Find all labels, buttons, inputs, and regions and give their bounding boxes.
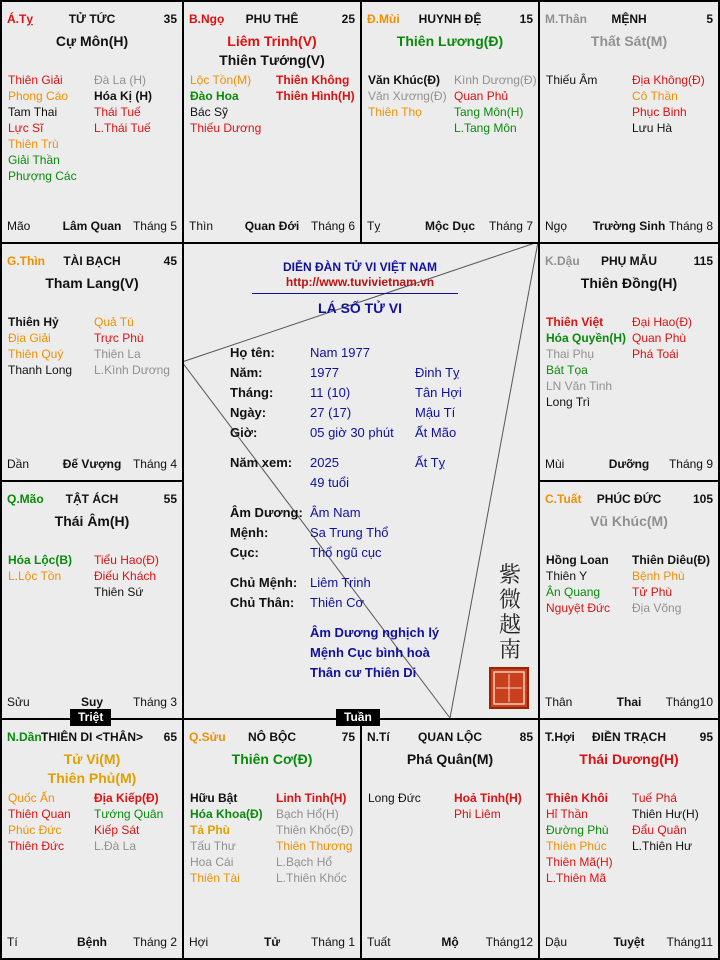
main-star: Thiên Lương(Đ) [396,33,504,49]
palace-stem-branch: Q.Mão [7,492,44,506]
minor-star: Tam Thai [8,105,58,119]
minor-stars-right [94,314,184,378]
info-label: Họ tên: [230,345,275,360]
minor-stars-left [8,552,98,584]
main-stars [184,32,360,70]
minor-star: Tướng Quân [94,807,164,821]
palace-life-stage: Đế Vượng [62,457,122,471]
calligraphy-char: 微 [498,588,521,613]
palace-life-stage: Mộc Dục [424,219,475,233]
palace-name: TÀI BẠCH [63,254,121,268]
minor-star: Phi Liêm [454,807,501,821]
minor-star: Thiên Không [276,73,350,87]
minor-stars-left [546,552,636,616]
chart-note: Thân cư Thiên Di [310,665,417,680]
palace-footer [189,219,355,234]
minor-stars-left [546,72,636,88]
main-star: Liêm Trinh(V) [227,33,317,49]
minor-stars-right [632,790,720,854]
palace-stem-branch: G.Thìn [7,254,45,268]
minor-star: Phượng Các [8,169,77,183]
info-can-chi: Ất Mão [415,425,457,440]
palace-stem-branch: Á.Tỵ [7,12,34,26]
palace-footer [189,935,355,950]
minor-stars-right [94,72,184,136]
minor-stars-right [632,72,720,136]
palace-footer [545,219,713,234]
palace-branch: Tỵ [367,219,381,233]
tuan-marker: Tuần [336,709,380,726]
palace-stem-branch: K.Dậu [545,254,580,268]
palace-dau[interactable] [538,242,720,482]
palace-life-stage: Quan Đới [244,219,300,233]
minor-stars-right [94,552,184,600]
palace-month: Tháng10 [665,695,713,709]
palace-header [189,730,355,746]
palace-month: Tháng 2 [132,935,177,949]
info-label: Cục: [230,545,259,560]
minor-star: Bát Tọa [546,363,588,377]
info-can-chi: Mậu Tí [415,405,456,420]
minor-star: Địa Không(Đ) [632,73,705,87]
main-star: Vũ Khúc(M) [590,513,668,529]
palace-age-number: 65 [163,730,177,744]
palace-name: PHU THÊ [245,12,299,26]
main-star: Phá Quân(M) [406,751,494,767]
minor-star: Phong Cáo [8,89,69,103]
minor-star: Thiên Khốc(Đ) [276,823,354,837]
palace-life-stage: Thai [616,695,642,709]
minor-star: Quan Phù [632,331,687,345]
calligraphy-char: 南 [498,638,521,663]
minor-stars-right [632,314,720,362]
minor-star: Ân Quang [546,585,601,599]
minor-star: L.Kình Dương [94,363,170,377]
minor-star: Thiên Đức [8,839,65,853]
palace-stem-branch: C.Tuất [545,492,582,506]
minor-star: L.Thiên Hư [632,839,693,853]
palace-footer [545,457,713,472]
minor-star: Quan Phủ [454,89,509,103]
minor-stars-left [546,314,636,410]
minor-star: Địa Giải [8,331,51,345]
minor-star: Thiên Hư(H) [632,807,699,821]
palace-header [545,492,713,508]
info-value: Thiên Cơ [310,595,365,610]
minor-star: Văn Khúc(Đ) [368,73,440,87]
minor-star: Hóa Khoa(Đ) [190,807,263,821]
main-stars [540,750,718,769]
forum-url[interactable]: http://www.tuvivietnam.vn [285,275,435,289]
minor-star: Thiên Y [546,569,588,583]
palace-month: Tháng12 [485,935,533,949]
main-stars [2,274,182,293]
palace-branch: Mùi [545,457,565,471]
minor-star: Lực Sĩ [8,121,44,135]
minor-stars-left [546,790,636,886]
minor-star: Thiên Diêu(Đ) [632,553,710,567]
minor-star: Thiên Khôi [546,791,608,805]
minor-star: Hóa Quyền(H) [546,331,627,345]
palace-footer [7,219,177,234]
info-can-chi: Ất Tỵ [415,455,446,470]
minor-star: Thai Phụ [546,347,595,361]
palace-age-number: 75 [341,730,355,744]
palace-life-stage: Lâm Quan [62,219,122,233]
palace-branch: Thìn [189,219,214,233]
minor-star: Phúc Đức [8,823,62,837]
minor-star: Hồng Loan [546,553,609,567]
minor-star: Hữu Bật [190,791,238,805]
main-stars [2,750,182,788]
minor-star: Thiên Phúc [546,839,607,853]
calligraphy-char: 紫 [498,563,521,588]
minor-star: Đà La (H) [94,73,147,87]
minor-stars-left [190,790,280,886]
minor-star: Thiên Hình(H) [276,89,355,103]
minor-star: Tấu Thư [190,839,236,853]
info-value: 05 giờ 30 phút [310,425,394,440]
info-label: Tháng: [230,385,274,400]
minor-star: Long Đức [368,791,421,805]
palace-header [7,12,177,28]
minor-star: L.Đà La [94,839,137,853]
palace-ty[interactable] [0,0,184,244]
palace-name: PHỤ MẪU [601,254,657,268]
minor-stars-right [276,72,362,104]
palace-thin[interactable] [0,242,184,482]
palace-footer [7,457,177,472]
palace-mao[interactable] [0,480,184,720]
main-stars [540,274,718,293]
palace-stem-branch: Q.Sửu [189,730,226,744]
minor-stars-left [190,72,280,136]
palace-life-stage: Trường Sinh [592,219,666,233]
info-value: 1977 [310,365,339,380]
main-star: Cự Môn(H) [55,33,129,49]
calligraphy-char: 越 [498,613,521,638]
palace-header [7,254,177,270]
minor-star: Cô Thần [632,89,678,103]
palace-branch: Hợi [189,935,209,949]
minor-star: Quả Tú [94,315,134,329]
info-value: 11 (10) [310,385,351,400]
minor-star: Hoả Tinh(H) [454,791,522,805]
main-star: Thiên Đồng(H) [580,275,678,291]
minor-star: Quốc Ấn [8,791,55,805]
palace-month: Tháng 9 [668,457,713,471]
palace-age-number: 55 [163,492,177,506]
minor-star: Phục Binh [632,105,687,119]
main-star: Thái Âm(H) [54,513,130,529]
minor-star: Lộc Tồn(M) [190,73,252,87]
palace-stem-branch: T.Hợi [545,730,575,744]
palace-name: MỆNH [611,12,647,26]
info-value: Thổ ngũ cục [310,545,382,560]
minor-star: Hỉ Thần [546,807,588,821]
header-divider [252,293,458,294]
minor-stars-right [94,790,184,854]
palace-header [367,12,533,28]
minor-star: Thiên Giải [8,73,63,87]
minor-star: Long Trì [546,395,591,409]
palace-name: NÔ BỘC [248,730,296,744]
minor-star: Tử Phù [632,585,673,599]
main-star: Thái Dương(H) [579,751,679,767]
center-panel [182,242,538,718]
minor-stars-left [8,72,98,184]
minor-stars-left [8,314,98,378]
main-star: Thiên Phủ(M) [47,770,137,786]
minor-star: Thiên Sứ [94,585,144,599]
minor-star: Thiếu Dương [190,121,262,135]
palace-month: Tháng 5 [132,219,177,233]
minor-stars-right [454,72,540,136]
palace-branch: Sửu [7,695,30,709]
minor-star: Nguyệt Đức [546,601,611,615]
palace-header [545,12,713,28]
minor-star: Thiên Trù [8,137,59,151]
palace-header [7,730,177,746]
palace-stem-branch: N.Dần [7,730,42,744]
minor-star: Lưu Hà [632,121,673,135]
palace-header [545,730,713,746]
minor-star: Thiên Mã(H) [546,855,613,869]
palace-month: Tháng 8 [668,219,713,233]
chart-title: LÁ SỐ TỬ VI [318,300,402,316]
palace-stem-branch: N.Tí [367,730,390,744]
minor-star: Thiên Hỷ [8,315,59,329]
palace-month: Tháng 1 [310,935,355,949]
palace-mui[interactable] [360,0,540,244]
minor-star: Trực Phù [94,331,144,345]
palace-name: TẬT ÁCH [65,492,119,506]
palace-name: QUAN LỘC [418,730,482,744]
palace-suu[interactable] [182,718,362,960]
vertical-calligraphy [496,563,524,663]
minor-star: Thiên Quý [8,347,64,361]
palace-age-number: 25 [341,12,355,26]
red-seal-stamp [489,667,529,709]
palace-header [189,12,355,28]
palace-than[interactable] [538,0,720,244]
palace-stem-branch: B.Ngọ [189,12,225,26]
info-label: Ngày: [230,405,267,420]
minor-star: Thiếu Âm [546,73,598,87]
minor-star: Thiên Thương [276,839,353,853]
main-stars [540,32,718,51]
info-value: Âm Nam [310,505,361,520]
palace-age-number: 35 [163,12,177,26]
info-value: Sa Trung Thổ [310,525,389,540]
info-value: 49 tuổi [310,475,350,490]
minor-star: Kình Dương(Đ) [454,73,537,87]
palace-life-stage: Mộ [441,935,459,949]
palace-month: Tháng11 [666,935,713,949]
minor-star: Tang Môn(H) [454,105,524,119]
info-can-chi: Đinh Tỵ [415,365,460,380]
chart-note: Âm Dương nghịch lý [310,625,440,640]
minor-star: Phá Toái [632,347,679,361]
minor-star: L.Thái Tuế [94,121,151,135]
palace-footer [7,695,177,710]
minor-stars-left [368,72,458,120]
info-label: Năm xem: [230,455,293,470]
minor-star: Thiên Tài [190,871,240,885]
minor-star: Hóa Lộc(B) [8,553,72,567]
palace-ngo[interactable] [182,0,362,244]
palace-branch: Tí [7,935,18,949]
info-can-chi: Tân Hợi [415,385,462,400]
main-star: Tham Lang(V) [45,275,139,291]
minor-star: Bệnh Phù [632,569,685,583]
main-star: Thất Sát(M) [590,33,668,49]
palace-life-stage: Tử [263,935,281,949]
palace-age-number: 85 [519,730,533,744]
palace-footer [367,935,533,950]
palace-branch: Dần [7,457,30,471]
minor-star: Thanh Long [8,363,73,377]
palace-month: Tháng 4 [132,457,177,471]
minor-star: L.Bạch Hổ [276,855,333,869]
minor-star: Giải Thần [8,153,60,167]
palace-age-number: 5 [706,12,713,26]
palace-ti[interactable] [360,718,540,960]
info-label: Giờ: [230,425,258,440]
minor-star: Điếu Khách [94,569,157,583]
minor-star: Đào Hoa [190,89,239,103]
palace-header [367,730,533,746]
palace-footer [545,695,713,710]
chart-note: Mệnh Cục bình hoà [310,645,430,660]
minor-star: Tiểu Hao(Đ) [94,553,159,567]
minor-star: L.Thiên Khốc [276,871,347,885]
minor-star: Đẩu Quân [632,823,687,837]
palace-age-number: 45 [163,254,177,268]
main-stars [2,512,182,531]
main-stars [2,32,182,51]
main-star: Tử Vi(M) [63,751,121,767]
info-value: Liêm Trinh [310,575,371,590]
palace-name: THIÊN DI <THÂN> [40,730,143,744]
palace-branch: Dậu [545,935,568,949]
palace-life-stage: Dưỡng [608,457,650,471]
minor-star: Thiên Thọ [368,105,422,119]
palace-name: TỬ TỨC [68,12,116,26]
minor-star: Hoa Cái [190,855,234,869]
minor-star: Thiên Quan [8,807,71,821]
palace-hoi[interactable] [538,718,720,960]
info-value: Nam 1977 [310,345,370,360]
palace-dan[interactable] [0,718,184,960]
main-star: Thiên Tướng(V) [219,52,325,68]
palace-name: ĐIỀN TRẠCH [592,730,666,744]
main-stars [362,32,538,51]
palace-life-stage: Suy [80,695,103,709]
palace-header [7,492,177,508]
minor-star: Địa Võng [632,601,682,615]
palace-branch: Mão [7,219,31,233]
minor-star: LN Văn Tinh [546,379,613,393]
minor-star: Thiên Việt [546,315,604,329]
minor-star: Đại Hao(Đ) [632,315,693,329]
minor-star: Bạch Hổ(H) [276,807,339,821]
minor-stars-left [368,790,458,806]
minor-star: Thiên La [94,347,141,361]
main-stars [362,750,538,769]
palace-month: Tháng 6 [310,219,355,233]
info-label: Âm Dương: [230,505,303,520]
palace-header [545,254,713,270]
minor-star: Tả Phù [190,823,231,837]
main-stars [540,512,718,531]
minor-star: Linh Tinh(H) [276,791,347,805]
palace-month: Tháng 7 [488,219,533,233]
info-label: Chủ Thân: [230,595,295,610]
main-stars [184,750,360,769]
minor-star: Kiếp Sát [94,823,140,837]
info-label: Năm: [230,365,263,380]
info-value: 27 (17) [310,405,352,420]
info-label: Chủ Mệnh: [230,575,298,590]
palace-branch: Thân [545,695,573,709]
palace-name: HUYNH ĐỆ [418,12,482,26]
info-label: Mệnh: [230,525,269,540]
palace-branch: Ngọ [545,219,568,233]
minor-stars-left [8,790,98,854]
minor-star: L.Thiên Mã [546,871,607,885]
info-value: 2025 [310,455,339,470]
minor-star: Văn Xương(Đ) [368,89,447,103]
minor-stars-right [632,552,720,616]
palace-age-number: 105 [692,492,713,506]
minor-star: Hóa Kị (H) [94,89,152,103]
palace-footer [7,935,177,950]
minor-star: L.Tang Môn [454,121,517,135]
palace-life-stage: Tuyệt [613,935,645,949]
palace-life-stage: Bệnh [77,935,107,949]
palace-footer [545,935,713,950]
palace-month: Tháng 3 [132,695,177,709]
minor-stars-right [454,790,540,822]
main-star: Thiên Cơ(Đ) [231,751,313,767]
minor-stars-right [276,790,362,886]
palace-name: PHÚC ĐỨC [596,492,662,506]
minor-star: Địa Kiếp(Đ) [94,791,159,805]
palace-tuat[interactable] [538,480,720,720]
forum-name: DIỄN ĐÀN TỬ VI VIỆT NAM [283,260,437,274]
palace-stem-branch: Đ.Mùi [367,12,400,26]
palace-age-number: 15 [519,12,533,26]
palace-branch: Tuất [367,935,391,949]
minor-star: L.Lộc Tồn [8,569,62,583]
palace-age-number: 95 [699,730,713,744]
minor-star: Bác Sỹ [190,105,229,119]
palace-stem-branch: M.Thân [545,12,587,26]
palace-footer [367,219,533,234]
minor-star: Thái Tuế [94,105,141,119]
minor-star: Đường Phù [546,823,609,837]
palace-age-number: 115 [693,254,713,268]
minor-star: Tuế Phá [632,791,677,805]
triet-marker: Triệt [70,709,111,726]
